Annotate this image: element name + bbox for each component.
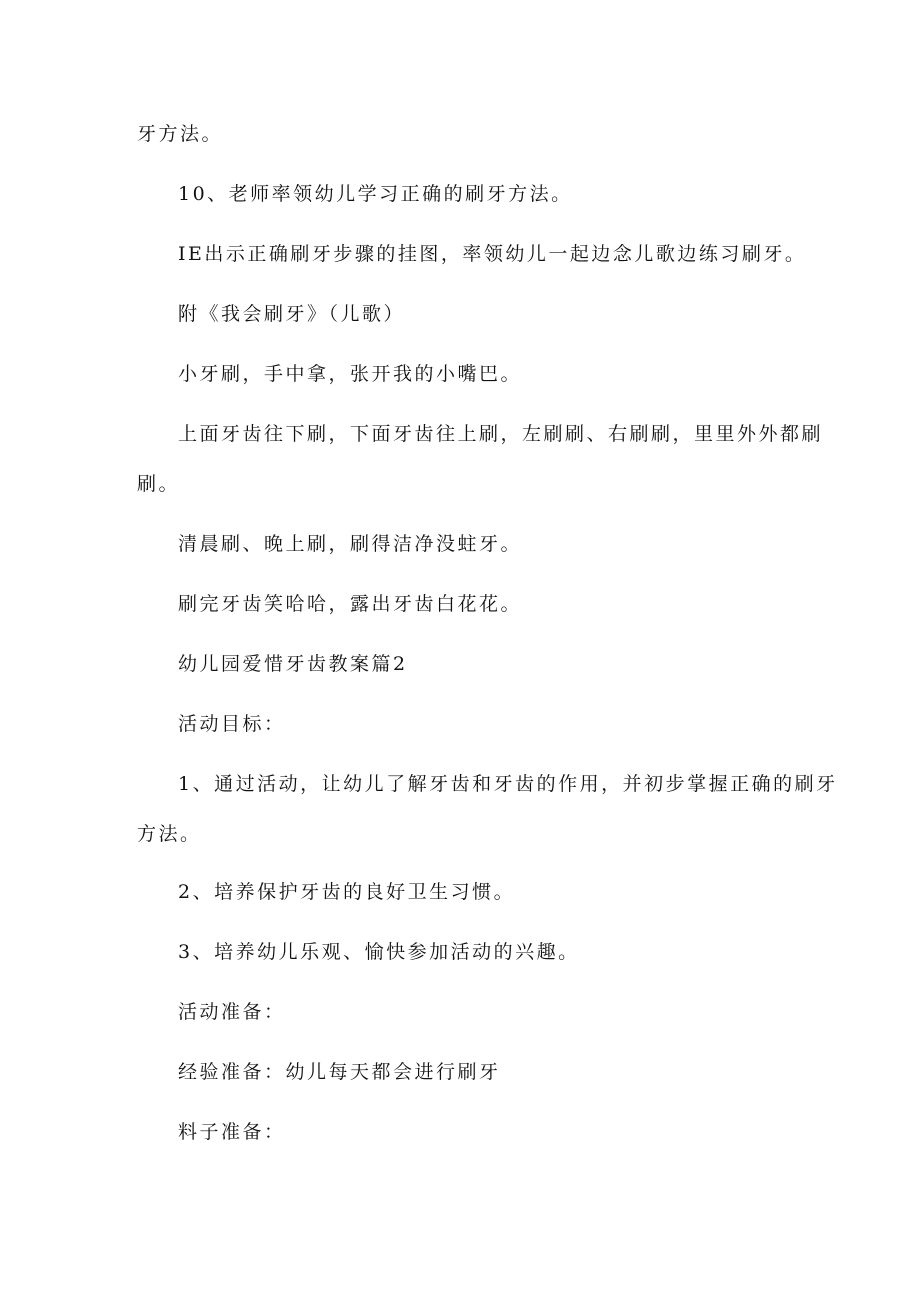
activity-preparation-heading: 活动准备： <box>178 1001 286 1023</box>
paragraph-step-10: 10、老师率领幼儿学习正确的刷牙方法。 <box>178 183 573 205</box>
goal-1-continuation: 方法。 <box>137 823 202 845</box>
activity-goals-heading: 活动目标： <box>178 713 286 735</box>
song-line-2-continuation: 刷。 <box>137 473 181 495</box>
song-title: 附《我会刷牙》（儿歌） <box>178 303 406 325</box>
goal-2: 2、培养保护牙齿的良好卫生习惯。 <box>178 881 516 903</box>
section-heading: 幼儿园爱惜牙齿教案篇2 <box>178 653 408 675</box>
song-line-2: 上面牙齿往下刷，下面牙齿往上刷，左刷刷、右刷刷，里里外外都刷 <box>178 423 824 445</box>
song-line-3: 清晨刷、晚上刷，刷得洁净没蛀牙。 <box>178 533 523 555</box>
goal-1: 1、通过活动，让幼儿了解牙齿和牙齿的作用，并初步掌握正确的刷牙 <box>178 773 838 795</box>
goal-3: 3、培养幼儿乐观、愉快参加活动的兴趣。 <box>178 941 580 963</box>
song-line-1: 小牙刷，手中拿，张开我的小嘴巴。 <box>178 363 523 385</box>
song-line-4: 刷完牙齿笑哈哈，露出牙齿白花花。 <box>178 593 523 615</box>
paragraph-continuation: 牙方法。 <box>137 123 224 145</box>
material-preparation: 料子准备： <box>178 1121 286 1143</box>
paragraph-show-chart: IE出示正确刷牙步骤的挂图，率领幼儿一起边念儿歌边练习刷牙。 <box>178 243 807 265</box>
experience-preparation: 经验准备：幼儿每天都会进行刷牙 <box>178 1061 501 1083</box>
